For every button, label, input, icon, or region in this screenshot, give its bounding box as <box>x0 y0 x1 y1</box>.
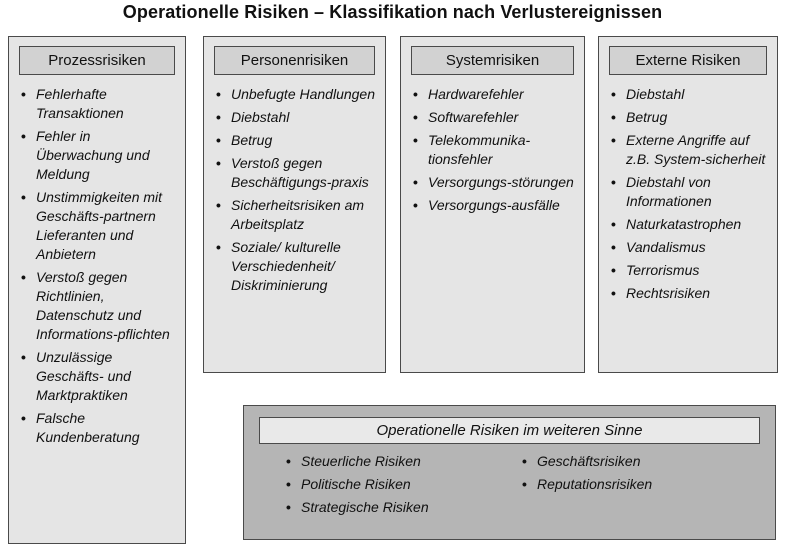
list-item: • Naturkatastrophen <box>609 215 769 234</box>
list-item: • Fehler in Überwachung und Meldung <box>19 127 177 184</box>
list-item: • Verstoß gegen Beschäftigungs-praxis <box>214 154 377 192</box>
wider-sense-risks-columns <box>244 452 775 525</box>
column-header-systemrisiken: Systemrisiken <box>411 46 574 75</box>
list-item: • Falsche Kundenberatung <box>19 409 177 447</box>
list-item: • Reputationsrisiken <box>520 475 740 494</box>
list-item: • Hardwarefehler <box>411 85 576 104</box>
column-header-personenrisiken: Personenrisiken <box>214 46 375 75</box>
bullet-list-prozessrisiken <box>15 85 181 447</box>
bullet-list-personenrisiken <box>210 85 381 295</box>
column-header-prozessrisiken: Prozessrisiken <box>19 46 175 75</box>
list-item: • Telekommunika-tionsfehler <box>411 131 576 169</box>
list-item: • Unstimmigkeiten mit Geschäfts-partnern Lieferanten und Anbietern <box>19 188 177 264</box>
list-item: • Softwarefehler <box>411 108 576 127</box>
list-item: • Strategische Risiken <box>284 498 494 517</box>
column-systemrisiken <box>400 36 585 373</box>
list-item: • Verstoß gegen Richtlinien, Datenschutz und Informations-pflichten <box>19 268 177 344</box>
list-item: • Diebstahl <box>214 108 377 127</box>
list-item: • Steuerliche Risiken <box>284 452 494 471</box>
list-item: • Externe Angriffe auf z.B. System-sicherheit <box>609 131 769 169</box>
bullet-list-externe-risiken <box>605 85 773 303</box>
list-item: • Versorgungs-ausfälle <box>411 196 576 215</box>
column-personenrisiken <box>203 36 386 373</box>
list-item: • Rechtsrisiken <box>609 284 769 303</box>
page-title: Operationelle Risiken – Klassifikation nach Verlustereignissen <box>122 2 663 22</box>
column-externe-risiken <box>598 36 778 373</box>
list-item: • Vandalismus <box>609 238 769 257</box>
bullet-list-wider-right <box>516 452 744 521</box>
list-item: • Fehlerhafte Transaktionen <box>19 85 177 123</box>
list-item: • Versorgungs-störungen <box>411 173 576 192</box>
list-item: • Geschäftsrisiken <box>520 452 740 471</box>
bullet-list-systemrisiken <box>407 85 580 215</box>
list-item: • Sicherheitsrisiken am Arbeitsplatz <box>214 196 377 234</box>
list-item: • Politische Risiken <box>284 475 494 494</box>
list-item: • Terrorismus <box>609 261 769 280</box>
list-item: • Unzulässige Geschäfts- und Marktpraktiken <box>19 348 177 405</box>
list-item: • Soziale/ kulturelle Verschiedenheit/ Diskriminierung <box>214 238 377 295</box>
list-item: • Diebstahl <box>609 85 769 104</box>
list-item: • Betrug <box>609 108 769 127</box>
list-item: • Betrug <box>214 131 377 150</box>
wider-sense-risks-box <box>243 405 776 540</box>
column-prozessrisiken <box>8 36 186 544</box>
column-header-externe-risiken: Externe Risiken <box>609 46 767 75</box>
wider-sense-risks-title: Operationelle Risiken im weiteren Sinne <box>259 417 760 444</box>
list-item: • Diebstahl von Informationen <box>609 173 769 211</box>
bullet-list-wider-left <box>280 452 498 521</box>
list-item: • Unbefugte Handlungen <box>214 85 377 104</box>
